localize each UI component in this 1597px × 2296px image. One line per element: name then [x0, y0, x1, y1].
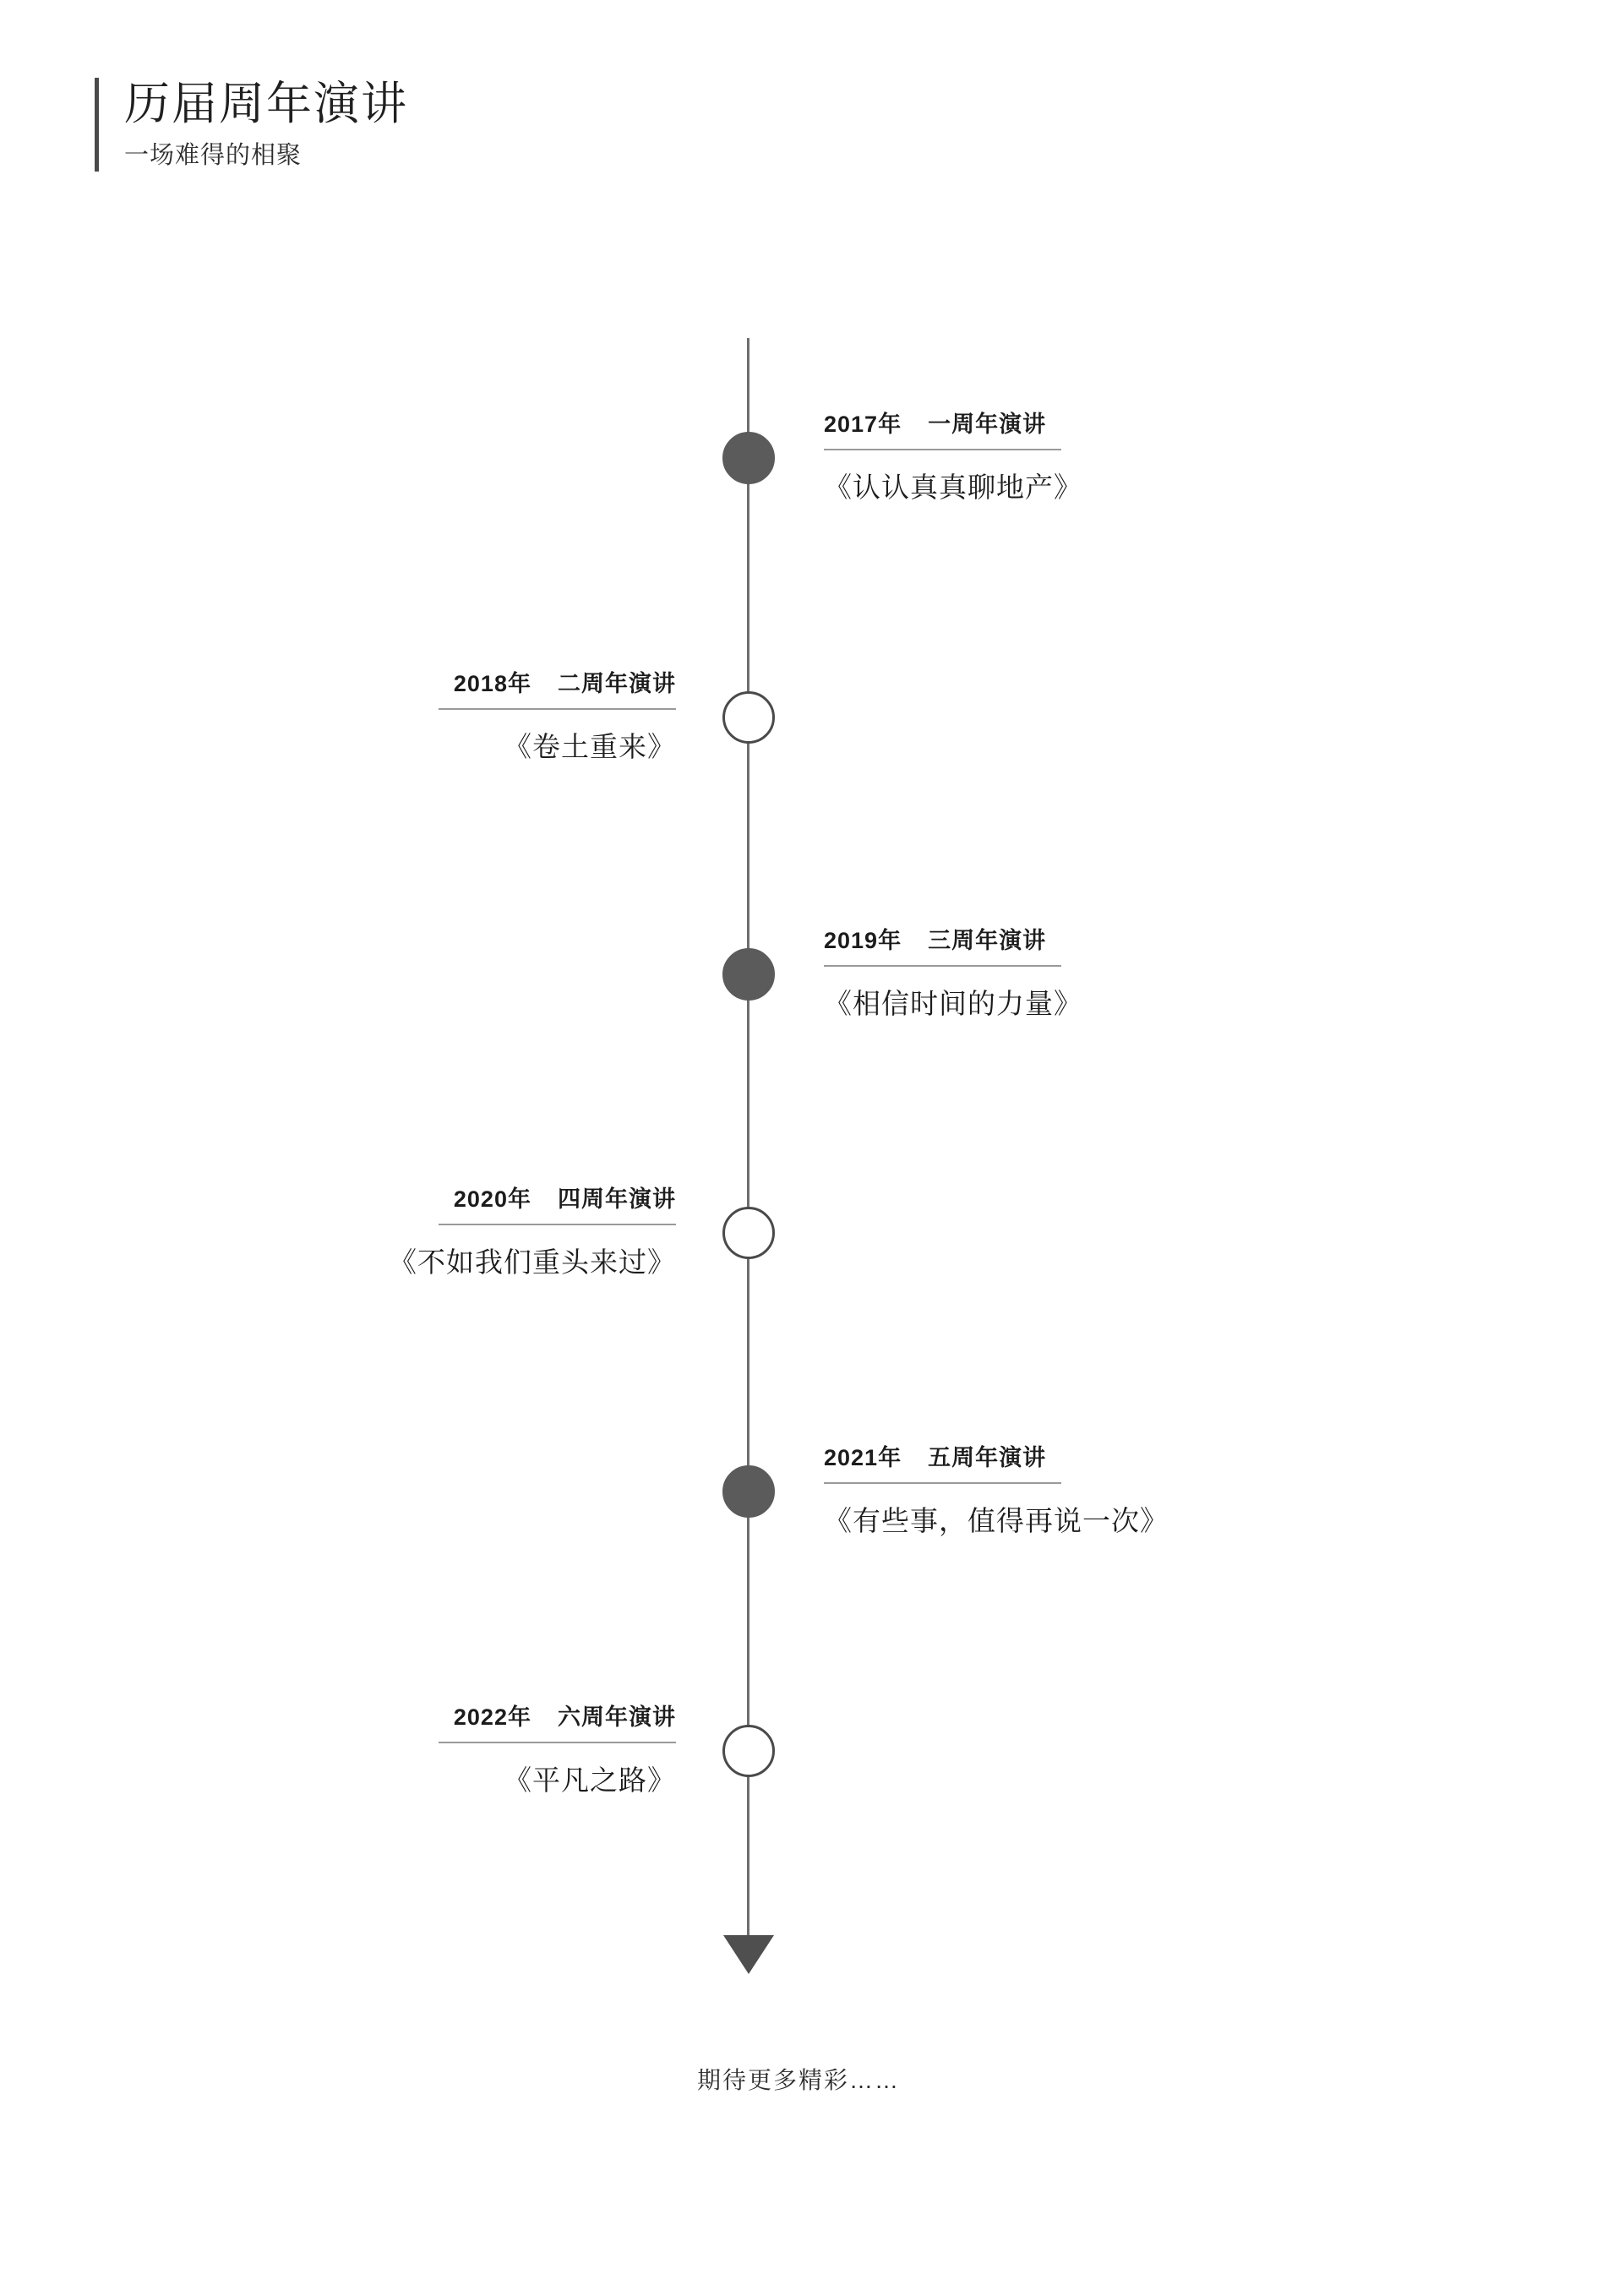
timeline-entry-year: 2022年 [453, 1704, 531, 1730]
timeline-entry-year: 2021年 [824, 1445, 902, 1470]
timeline-entry-heading [824, 1439, 1061, 1484]
timeline-entry-heading [439, 1181, 676, 1225]
timeline-entry-heading [824, 922, 1061, 967]
timeline-entry-heading [439, 665, 676, 710]
timeline-entry-heading [439, 1699, 676, 1743]
timeline-entry-2019 [824, 922, 1348, 1022]
timeline-node-2020[interactable] [722, 1207, 775, 1259]
timeline-entry-topic: 《不如我们重头来过》 [389, 1246, 676, 1278]
timeline-entry-session: 三周年演讲 [928, 928, 1047, 953]
timeline-entry-topic: 《平凡之路》 [504, 1764, 676, 1796]
timeline-entry-heading [824, 406, 1061, 450]
timeline-entry-session: 五周年演讲 [928, 1445, 1047, 1470]
timeline-entry-2021 [824, 1439, 1348, 1539]
page-subtitle: 一场难得的相聚 [124, 141, 303, 169]
timeline-entry-2022 [152, 1699, 676, 1798]
page-title: 历届周年演讲 [124, 79, 408, 129]
timeline-node-2018[interactable] [722, 691, 775, 744]
timeline-entry-2020 [152, 1181, 676, 1280]
timeline-node-2021[interactable] [722, 1465, 775, 1518]
timeline-entry-session: 二周年演讲 [558, 671, 676, 696]
timeline-entry-topic: 《相信时间的力量》 [824, 988, 1082, 1019]
timeline-footer-note: 期待更多精彩…… [696, 2067, 900, 2093]
timeline-entry-session: 四周年演讲 [558, 1186, 676, 1212]
timeline-entry-year: 2019年 [824, 928, 902, 953]
timeline-entry-2018 [152, 665, 676, 765]
timeline-axis [747, 338, 749, 1948]
timeline-entry-topic: 《认认真真聊地产》 [824, 472, 1082, 503]
timeline-node-2022[interactable] [722, 1725, 775, 1777]
timeline-arrow-icon [723, 1935, 774, 1974]
timeline-entry-session: 一周年演讲 [928, 412, 1047, 437]
timeline-entry-2017 [824, 406, 1348, 505]
timeline-entry-topic: 《卷土重来》 [504, 731, 676, 762]
timeline-entry-year: 2018年 [453, 671, 531, 696]
timeline-entry-session: 六周年演讲 [558, 1704, 676, 1730]
timeline-entry-year: 2020年 [453, 1186, 531, 1212]
timeline-entry-topic: 《有些事，值得再说一次》 [824, 1505, 1169, 1536]
timeline-node-2019[interactable] [722, 948, 775, 1001]
timeline-node-2017[interactable] [722, 432, 775, 484]
timeline-entry-year: 2017年 [824, 412, 902, 437]
